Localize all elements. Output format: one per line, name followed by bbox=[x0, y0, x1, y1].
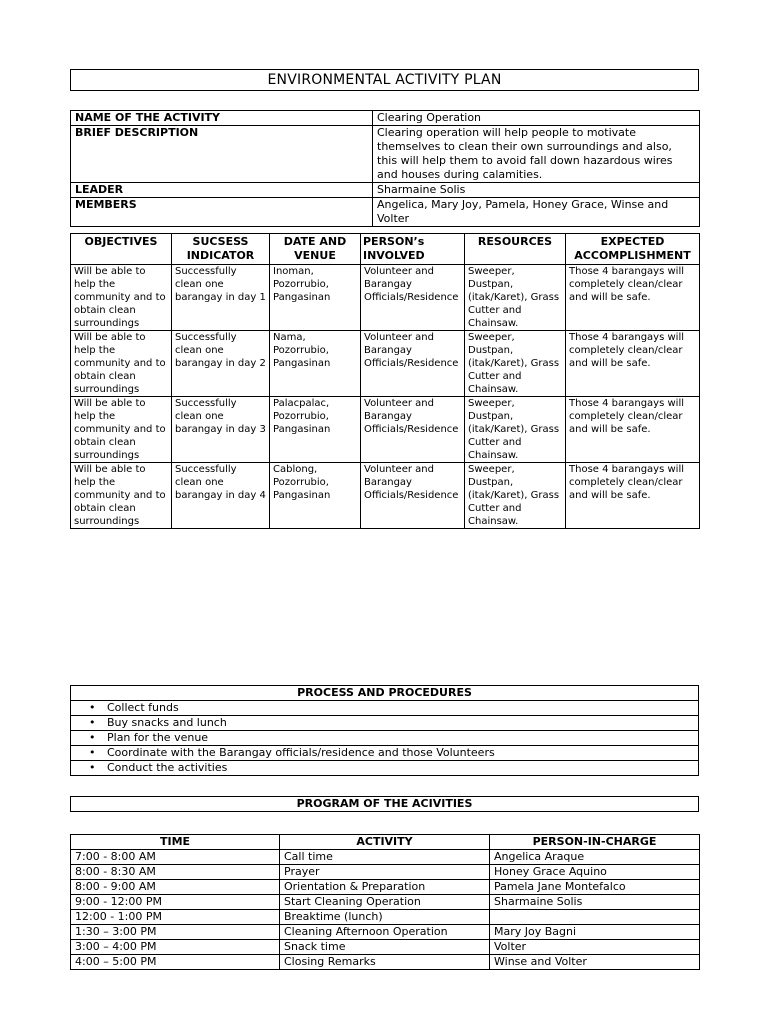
list-item bbox=[71, 701, 699, 716]
info-value: Sharmaine Solis bbox=[373, 183, 700, 198]
info-value: Clearing Operation bbox=[373, 111, 700, 126]
table-row bbox=[71, 397, 700, 463]
table-cell: Inoman, Pozorrubio, Pangasinan bbox=[270, 265, 361, 331]
info-row bbox=[71, 198, 700, 227]
program-header-row bbox=[71, 835, 700, 850]
activity-cell: Orientation & Preparation bbox=[280, 880, 490, 895]
table-cell: Will be able to help the community and to obtain clean surroundings bbox=[71, 265, 172, 331]
bullet-icon: • bbox=[89, 761, 96, 774]
table-cell: Will be able to help the community and to obtain clean surroundings bbox=[71, 463, 172, 529]
table-row bbox=[71, 265, 700, 331]
list-item-text: Collect funds bbox=[107, 701, 179, 714]
page-title: ENVIRONMENTAL ACTIVITY PLAN bbox=[71, 70, 699, 91]
objectives-header-row bbox=[71, 234, 700, 265]
column-header: ACTIVITY bbox=[280, 835, 490, 850]
table-row bbox=[71, 463, 700, 529]
process-table bbox=[70, 685, 699, 776]
info-value: Angelica, Mary Joy, Pamela, Honey Grace, Winse and Volter bbox=[373, 198, 700, 227]
person-cell: Mary Joy Bagni bbox=[490, 925, 700, 940]
table-cell: Successfully clean one barangay in day 2 bbox=[172, 331, 270, 397]
table-cell: Volunteer and Barangay Officials/Residence bbox=[361, 265, 465, 331]
table-cell: Volunteer and Barangay Officials/Residence bbox=[361, 331, 465, 397]
info-key: LEADER bbox=[71, 183, 373, 198]
list-item bbox=[71, 761, 699, 776]
list-item-text: Conduct the activities bbox=[107, 761, 228, 774]
info-row bbox=[71, 126, 700, 183]
info-row bbox=[71, 111, 700, 126]
person-cell: Sharmaine Solis bbox=[490, 895, 700, 910]
table-cell: Sweeper, Dustpan, (itak/Karet), Grass Cutter and Chainsaw. bbox=[465, 265, 566, 331]
objectives-table bbox=[70, 233, 700, 529]
bullet-icon: • bbox=[89, 731, 96, 744]
table-cell: Those 4 barangays will completely clean/clear and will be safe. bbox=[566, 331, 700, 397]
column-header: RESOURCES bbox=[465, 234, 566, 265]
list-item-text: Plan for the venue bbox=[107, 731, 209, 744]
activity-cell: Call time bbox=[280, 850, 490, 865]
person-cell: Volter bbox=[490, 940, 700, 955]
activity-cell: Snack time bbox=[280, 940, 490, 955]
column-header: OBJECTIVES bbox=[71, 234, 172, 265]
table-cell: Sweeper, Dustpan, (itak/Karet), Grass Cutter and Chainsaw. bbox=[465, 463, 566, 529]
person-cell: Pamela Jane Montefalco bbox=[490, 880, 700, 895]
time-cell: 7:00 - 8:00 AM bbox=[71, 850, 280, 865]
column-header: EXPECTED ACCOMPLISHMENT bbox=[566, 234, 700, 265]
bullet-icon: • bbox=[89, 701, 96, 714]
table-cell: Palacpalac, Pozorrubio, Pangasinan bbox=[270, 397, 361, 463]
activity-cell: Start Cleaning Operation bbox=[280, 895, 490, 910]
time-cell: 8:00 - 9:00 AM bbox=[71, 880, 280, 895]
table-cell: Cablong, Pozorrubio, Pangasinan bbox=[270, 463, 361, 529]
list-item bbox=[71, 731, 699, 746]
table-row bbox=[71, 940, 700, 955]
table-row bbox=[71, 910, 700, 925]
list-item-text: Coordinate with the Barangay officials/residence and those Volunteers bbox=[107, 746, 495, 759]
list-item bbox=[71, 716, 699, 731]
list-item bbox=[71, 746, 699, 761]
table-cell: Will be able to help the community and to obtain clean surroundings bbox=[71, 397, 172, 463]
table-cell: Sweeper, Dustpan, (itak/Karet), Grass Cutter and Chainsaw. bbox=[465, 397, 566, 463]
column-header: SUCSESS INDICATOR bbox=[172, 234, 270, 265]
bullet-icon: • bbox=[89, 746, 96, 759]
table-cell: Those 4 barangays will completely clean/clear and will be safe. bbox=[566, 397, 700, 463]
time-cell: 12:00 - 1:00 PM bbox=[71, 910, 280, 925]
table-row bbox=[71, 880, 700, 895]
table-cell: Sweeper, Dustpan, (itak/Karet), Grass Cutter and Chainsaw. bbox=[465, 331, 566, 397]
table-cell: Successfully clean one barangay in day 1 bbox=[172, 265, 270, 331]
program-table bbox=[70, 834, 700, 970]
title-box bbox=[70, 69, 699, 91]
column-header: PERSON-IN-CHARGE bbox=[490, 835, 700, 850]
column-header: TIME bbox=[71, 835, 280, 850]
table-cell: Those 4 barangays will completely clean/clear and will be safe. bbox=[566, 463, 700, 529]
activity-cell: Breaktime (lunch) bbox=[280, 910, 490, 925]
table-cell: Successfully clean one barangay in day 4 bbox=[172, 463, 270, 529]
table-cell: Successfully clean one barangay in day 3 bbox=[172, 397, 270, 463]
activity-info-table bbox=[70, 110, 700, 227]
table-row bbox=[71, 850, 700, 865]
table-row bbox=[71, 865, 700, 880]
info-key: MEMBERS bbox=[71, 198, 373, 227]
person-cell: Angelica Araque bbox=[490, 850, 700, 865]
info-key: BRIEF DESCRIPTION bbox=[71, 126, 373, 183]
table-row bbox=[71, 925, 700, 940]
time-cell: 3:00 – 4:00 PM bbox=[71, 940, 280, 955]
activity-cell: Cleaning Afternoon Operation bbox=[280, 925, 490, 940]
program-title-box bbox=[70, 796, 699, 812]
table-cell: Volunteer and Barangay Officials/Residence bbox=[361, 397, 465, 463]
info-value: Clearing operation will help people to motivate themselves to clean their own surroundings and also, this will help them to avoid fall down hazardous wires and houses during calamities. bbox=[373, 126, 700, 183]
table-cell: Nama, Pozorrubio, Pangasinan bbox=[270, 331, 361, 397]
table-row bbox=[71, 955, 700, 970]
activity-cell: Closing Remarks bbox=[280, 955, 490, 970]
person-cell bbox=[490, 910, 700, 925]
column-header: PERSON’s INVOLVED bbox=[361, 234, 465, 265]
activity-cell: Prayer bbox=[280, 865, 490, 880]
process-title: PROCESS AND PROCEDURES bbox=[71, 686, 699, 701]
table-cell: Volunteer and Barangay Officials/Residence bbox=[361, 463, 465, 529]
table-cell: Those 4 barangays will completely clean/clear and will be safe. bbox=[566, 265, 700, 331]
time-cell: 8:00 - 8:30 AM bbox=[71, 865, 280, 880]
time-cell: 1:30 – 3:00 PM bbox=[71, 925, 280, 940]
program-title: PROGRAM OF THE ACIVITIES bbox=[71, 797, 699, 812]
table-row bbox=[71, 331, 700, 397]
info-row bbox=[71, 183, 700, 198]
table-cell: Will be able to help the community and to obtain clean surroundings bbox=[71, 331, 172, 397]
list-item-text: Buy snacks and lunch bbox=[107, 716, 227, 729]
info-key: NAME OF THE ACTIVITY bbox=[71, 111, 373, 126]
table-row bbox=[71, 895, 700, 910]
person-cell: Honey Grace Aquino bbox=[490, 865, 700, 880]
person-cell: Winse and Volter bbox=[490, 955, 700, 970]
time-cell: 4:00 – 5:00 PM bbox=[71, 955, 280, 970]
time-cell: 9:00 - 12:00 PM bbox=[71, 895, 280, 910]
bullet-icon: • bbox=[89, 716, 96, 729]
column-header: DATE AND VENUE bbox=[270, 234, 361, 265]
